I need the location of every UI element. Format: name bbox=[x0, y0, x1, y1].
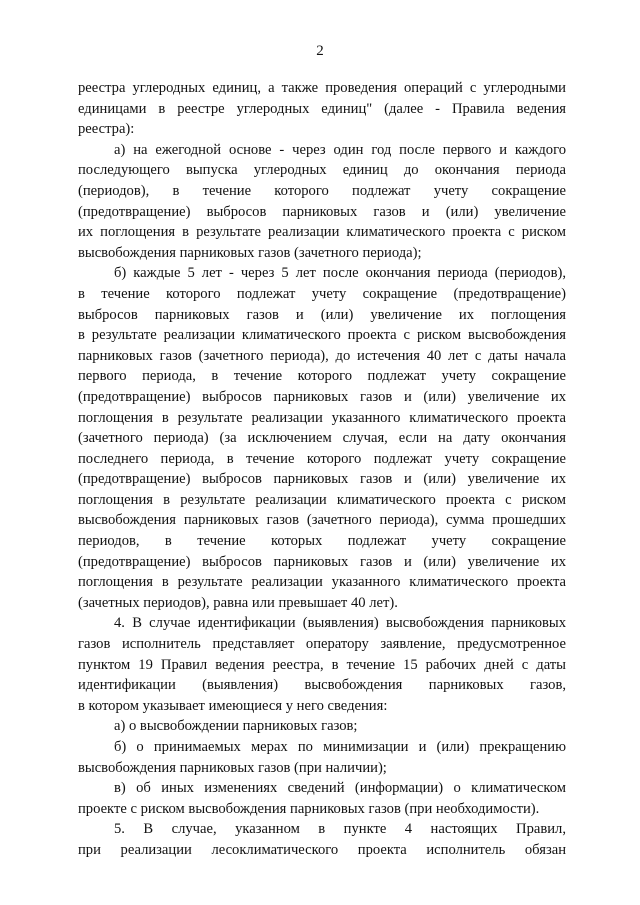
text-line: последнего периода, в течение которого подлежат учету сокращение bbox=[78, 450, 566, 467]
text-line: (зачетного периода) (за исключением случая, если на дату окончания bbox=[78, 430, 566, 447]
text-line: периодов, в течение которых подлежат учету сокращение bbox=[78, 533, 566, 550]
text-line: при реализации лесоклиматического проекта исполнитель обязан bbox=[78, 841, 566, 858]
text-line: газов исполнитель представляет оператору заявление, предусмотренное bbox=[78, 636, 566, 653]
text-line: 5. В случае, указанном в пункте 4 настоящих Правил, bbox=[114, 821, 566, 838]
text-line: поглощения в результате реализации указанного климатического проекта bbox=[78, 574, 566, 591]
text-line: первого периода, в течение которого подлежат учету сокращение bbox=[78, 368, 566, 385]
document-body bbox=[78, 78, 566, 861]
text-line: высвобождения парниковых газов (при наличии); bbox=[78, 759, 387, 776]
text-line: б) о принимаемых мерах по минимизации и (или) прекращению bbox=[114, 739, 566, 755]
text-line: единицами в реестре углеродных единиц" (далее - Правила ведения bbox=[78, 100, 566, 117]
text-line: идентификации (выявления) высвобождения парниковых газов, bbox=[78, 677, 566, 694]
text-line: б) каждые 5 лет - через 5 лет после окончания периода (периодов), bbox=[114, 265, 566, 282]
text-line: пунктом 19 Правил ведения реестра, в течение 15 рабочих дней с даты bbox=[78, 656, 566, 673]
text-line: в результате реализации климатического проекта с риском высвобождения bbox=[78, 327, 566, 344]
text-line: в котором указывает имеющиеся у него сведения: bbox=[78, 697, 388, 714]
text-line: их поглощения в результате реализации климатического проекта с риском bbox=[78, 224, 566, 241]
text-line: поглощения в результате реализации климатического проекта с риском bbox=[78, 491, 566, 508]
text-line: в течение которого подлежат учету сокращение (предотвращение) bbox=[78, 285, 566, 302]
text-line: реестра углеродных единиц, а также проведения операций с углеродными bbox=[78, 80, 566, 96]
text-line: поглощения в результате реализации указанного климатического проекта bbox=[78, 409, 566, 426]
page-number: 2 bbox=[316, 43, 324, 59]
text-line: реестра): bbox=[78, 121, 135, 138]
text-line: а) на ежегодной основе - через один год после первого и каждого bbox=[114, 141, 566, 158]
text-line: выбросов парниковых газов и (или) увеличение их поглощения bbox=[78, 306, 566, 323]
text-line: (предотвращение) выбросов парниковых газов и (или) увеличение их bbox=[78, 471, 566, 488]
text-line: (предотвращение) выбросов парниковых газов и (или) увеличение bbox=[78, 203, 566, 220]
text-line: (периодов), в течение которого подлежат учету сокращение bbox=[78, 182, 566, 199]
text-line: высвобождения парниковых газов (зачетного периода); bbox=[78, 244, 422, 261]
text-line: высвобождения парниковых газов (зачетного периода), сумма прошедших bbox=[78, 512, 566, 529]
text-line: (зачетных периодов), равна или превышает 40 лет). bbox=[78, 594, 398, 611]
text-line: последующего выпуска углеродных единиц до окончания периода bbox=[78, 162, 566, 179]
text-line: (предотвращение) выбросов парниковых газов и (или) увеличение их bbox=[78, 388, 566, 405]
text-line: проекте с риском высвобождения парниковых газов (при необходимости). bbox=[78, 800, 540, 817]
text-line: а) о высвобождении парниковых газов; bbox=[114, 718, 358, 735]
text-line: парниковых газов (зачетного периода), до истечения 40 лет с даты начала bbox=[78, 347, 566, 364]
text-line: в) об иных изменениях сведений (информации) о климатическом bbox=[114, 780, 566, 797]
text-line: (предотвращение) выбросов парниковых газов и (или) увеличение их bbox=[78, 553, 566, 570]
text-line: 4. В случае идентификации (выявления) высвобождения парниковых bbox=[114, 615, 566, 632]
